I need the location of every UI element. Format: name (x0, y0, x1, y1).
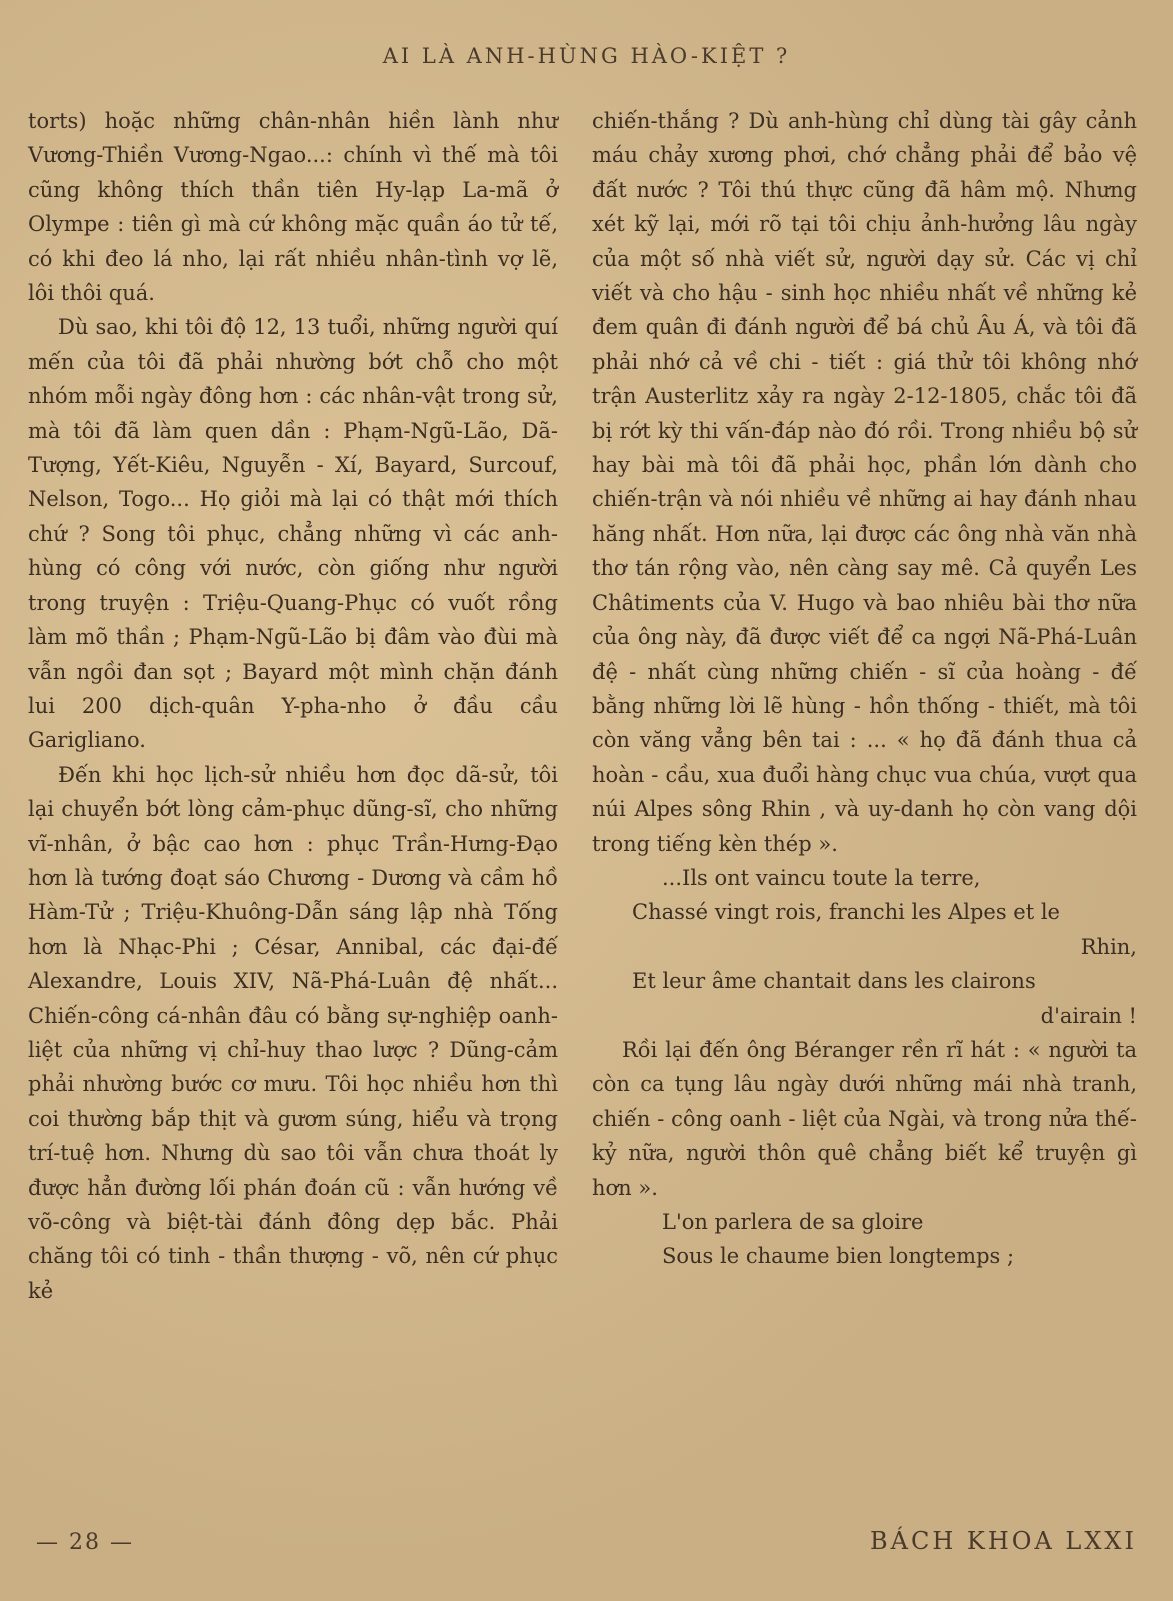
verse-line: Et leur âme chantait dans les clairons (632, 969, 1036, 994)
verse-line: L'on parlera de sa gloire (662, 1210, 924, 1234)
verse-line-continuation: Rhin, (1080, 934, 1137, 959)
verse-quote-hugo (632, 861, 1137, 1033)
verse-line-continuation: d'airain ! (1040, 1003, 1137, 1028)
paragraph: torts) hoặc những chân-nhân hiền lành như Vương-Thiền Vương-Ngao...: chính vì thế mà tôi cũng không thích thần tiên Hy-lạp La-mã ở Olympe : tiên gì mà cứ không mặc quần áo tử tế, có khi đeo lá nho, lại rất nhiều nhân-tình vợ lẽ, lôi thôi quá. (28, 109, 558, 306)
magazine-issue: BÁCH KHOA LXXI (870, 1527, 1137, 1555)
paragraph: Rồi lại đến ông Béranger rền rĩ hát : « người ta còn ca tụng lâu ngày dưới những mái nhà tranh, chiến - công oanh - liệt của Ngài, và trong nửa thế-kỷ nữa, người thôn quê chẳng biết kể truyện gì hơn ». (592, 1037, 1137, 1200)
page-number: — 28 — (36, 1530, 134, 1555)
verse-line: ...Ils ont vaincu toute la terre, (662, 865, 981, 890)
paragraph: Dù sao, khi tôi độ 12, 13 tuổi, những người quí mến của tôi đã phải nhường bớt chỗ cho một nhóm mỗi ngày đông hơn : các nhân-vật trong sử, mà tôi đã làm quen dần : Phạm-Ngũ-Lão, Dã-Tượng, Yết-Kiêu, Nguyễn - Xí, Bayard, Surcouf, Nelson, Togo... Họ giỏi mà lại có thật mới thích chứ ? Song tôi phục, chẳng những vì các anh-hùng có công với nước, còn giống như người trong truyện : Triệu-Quang-Phục có vuốt rồng làm mõ thần ; Phạm-Ngũ-Lão bị đâm vào đùi mà vẫn ngồi đan sọt ; Bayard một mình chặn đánh lui 200 dịch-quân Y-pha-nho ở đầu cầu Garigliano. (28, 315, 558, 753)
running-header: AI LÀ ANH-HÙNG HÀO-KIỆT ? (382, 44, 791, 68)
verse-line: Chassé vingt rois, franchi les Alpes et le (632, 900, 1060, 925)
left-column (28, 104, 558, 1308)
right-column (592, 104, 1137, 1274)
paragraph: Đến khi học lịch-sử nhiều hơn đọc dã-sử, tôi lại chuyển bớt lòng cảm-phục dũng-sĩ, cho những vĩ-nhân, ở bậc cao hơn : phục Trần-Hưng-Đạo hơn là tướng đoạt sáo Chương - Dương và cầm hồ Hàm-Tử ; Triệu-Khuông-Dẫn sáng lập nhà Tống hơn là Nhạc-Phi ; César, Annibal, các đại-đế Alexandre, Louis XIV, Nã-Phá-Luân đệ nhất... Chiến-công cá-nhân đâu có bằng sự-nghiệp oanh-liệt của những vị chỉ-huy thao lược ? Dũng-cảm phải nhường bước cơ mưu. Tôi học nhiều hơn thì coi thường bắp thịt và gươm súng, hiểu và trọng trí-tuệ hơn. Nhưng dù sao tôi vẫn chưa thoát ly được hẳn đường lối phán đoán cũ : vẫn hướng về võ-công và biệt-tài đánh đông dẹp bắc. Phải chăng tôi có tinh - thần thượng - võ, nên cứ phục kẻ (28, 762, 558, 1303)
verse-quote-beranger (632, 1205, 1137, 1274)
paragraph: chiến-thắng ? Dù anh-hùng chỉ dùng tài gây cảnh máu chảy xương phơi, chớ chẳng phải để bảo vệ đất nước ? Tôi thú thực cũng đã hâm mộ. Nhưng xét kỹ lại, mới rõ tại tôi chịu ảnh-hưởng lâu ngày của một số nhà viết sử, người dạy sử. Các vị chỉ viết và cho hậu - sinh học nhiều nhất về những kẻ đem quân đi đánh người để bá chủ Âu Á, và tôi đã phải nhớ cả về chi - tiết : giá thử tôi không nhớ trận Austerlitz xảy ra ngày 2-12-1805, chắc tôi đã bị rớt kỳ thi vấn-đáp nào đó rồi. Trong nhiều bộ sử hay bài mà tôi đã phải học, phần lớn dành cho chiến-trận và nói nhiều về những ai hay đánh nhau hăng nhất. Hơn nữa, lại được các ông nhà văn nhà thơ tán rộng vào, nên càng say mê. Cả quyển Les Châtiments của V. Hugo và bao nhiêu bài thơ nữa của ông này, đã được viết để ca ngợi Nã-Phá-Luân đệ - nhất cùng những chiến - sĩ của hoàng - đế bằng những lời lẽ hùng - hồn thống - thiết, mà tôi còn văng vẳng bên tai : ... « họ đã đánh thua cả hoàn - cầu, xua đuổi hàng chục vua chúa, vượt qua núi Alpes sông Rhin , và uy-danh họ còn vang dội trong tiếng kèn thép ». (592, 109, 1137, 856)
verse-line: Sous le chaume bien longtemps ; (662, 1244, 1015, 1269)
